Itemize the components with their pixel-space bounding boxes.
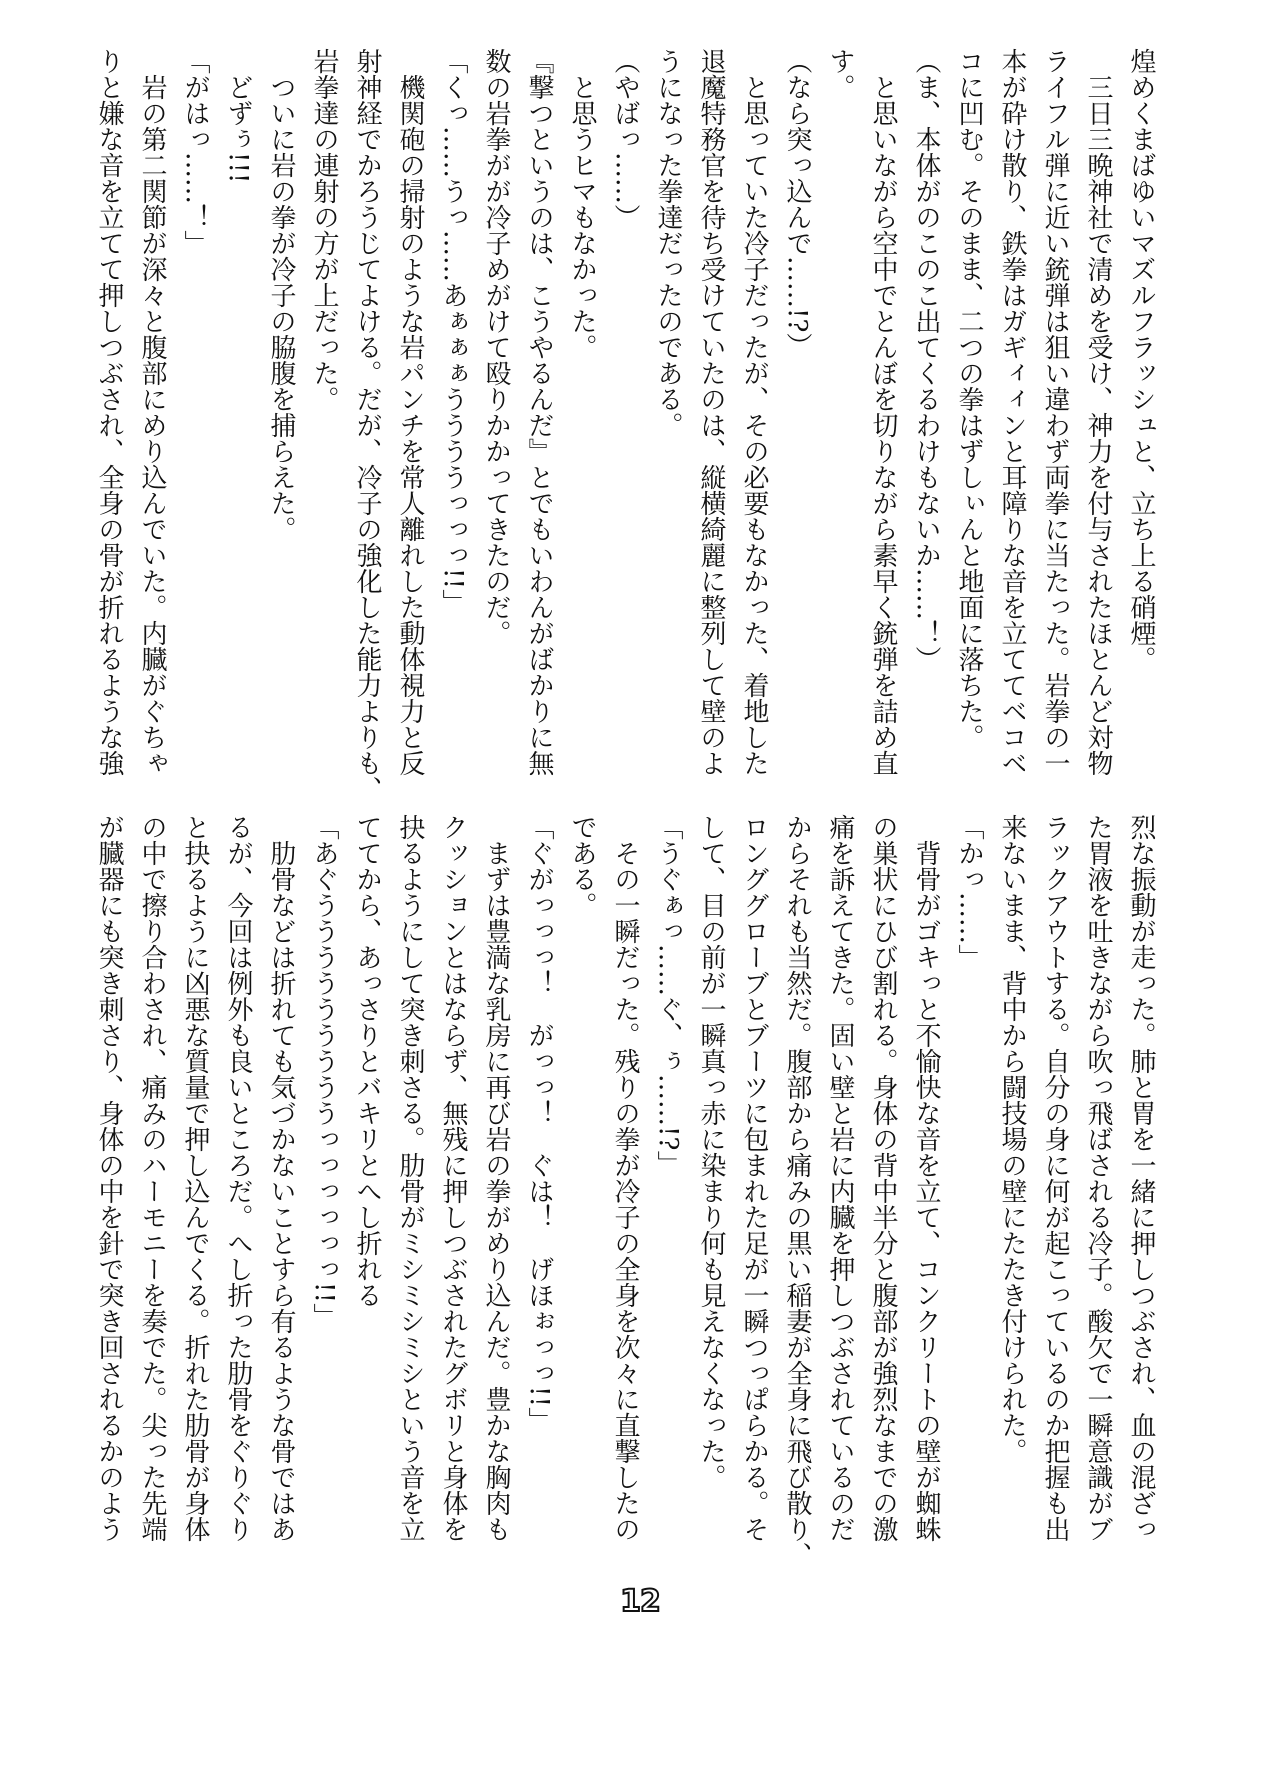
text-column: 「かっ……」: [954, 814, 984, 970]
text-column: どずぅ!!!: [223, 48, 253, 184]
text-column: ロンググローブとブーツに包まれた足が一瞬つっぱらかる。そ: [739, 814, 769, 1542]
text-column: が臓器にも突き刺さり、身体の中を針で突き回されるかのよう: [94, 814, 124, 1542]
text-column: 三日三晩神社で清めを受け、神力を付与されたほとんど対物: [1083, 48, 1113, 776]
text-column: と思うヒマもなかった。: [567, 48, 597, 360]
text-column: クッションとはならず、無残に押しつぶされたグボリと身体を: [438, 814, 468, 1542]
text-column: 肋骨などは折れても気づかないことすら有るような骨ではあ: [266, 814, 296, 1542]
text-column: 本が砕け散り、鉄拳はガギィィンと耳障りな音を立ててベコベ: [997, 48, 1027, 776]
text-column: うになった拳達だったのである。: [653, 48, 683, 438]
text-column: （やばっ……）: [610, 48, 640, 230]
text-column: ついに岩の拳が冷子の脇腹を捕らえた。: [266, 48, 296, 542]
text-column: りと嫌な音を立てて押しつぶされ、全身の骨が折れるような強: [94, 48, 124, 776]
text-column: 「うぐぁっ……ぐ、ぅ……!?」: [653, 814, 683, 1177]
text-column: 岩の第二関節が深々と腹部にめり込んでいた。内臓がぐちゃ: [137, 48, 167, 776]
text-column: である。: [567, 814, 597, 918]
text-column: の巣状にひび割れる。身体の背中半分と腹部が強烈なまでの激: [868, 814, 898, 1542]
text-column: と思っていた冷子だったが、その必要もなかった、着地した: [739, 48, 769, 776]
page-number: 12: [620, 1584, 660, 1619]
text-column: して、目の前が一瞬真っ赤に染まり何も見えなくなった。: [696, 814, 726, 1490]
text-column: 『撃つというのは、こうやるんだ』とでもいわんがばかりに無: [524, 48, 554, 776]
text-column: す。: [825, 48, 855, 100]
text-column: 「あぐうううううううううっっっっっっ!!」: [309, 814, 339, 1329]
text-column: 退魔特務官を待ち受けていたのは、縦横綺麗に整列して壁のよ: [696, 48, 726, 776]
text-column: の中で擦り合わされ、痛みのハーモニーを奏でた。尖った先端: [137, 814, 167, 1542]
text-column: た胃液を吐きながら吹っ飛ばされる冷子。酸欠で一瞬意識がブ: [1083, 814, 1113, 1542]
text-column: ててから、あっさりとバキリとへし折れる: [352, 814, 382, 1308]
lower-text-block: [87, 814, 1162, 1572]
text-column: 痛を訴えてきた。固い壁と岩に内臓を押しつぶされているのだ: [825, 814, 855, 1542]
text-column: 「ぐがっっっ！ がっっ！ ぐは！ げほぉっっ!!」: [524, 814, 554, 1433]
text-column: るが、今回は例外も良いところだ。へし折った肋骨をぐりぐり: [223, 814, 253, 1542]
text-column: 烈な振動が走った。肺と胃を一緒に押しつぶされ、血の混ざっ: [1126, 814, 1156, 1542]
text-column: （なら突っ込んで……!?）: [782, 48, 812, 359]
text-column: 来ないまま、背中から闘技場の壁にたたき付けられた。: [997, 814, 1027, 1464]
text-column: ライフル弾に近い銃弾は狙い違わず両拳に当たった。岩拳の一: [1040, 48, 1070, 776]
text-column: と抉るように凶悪な質量で押し込んでくる。折れた肋骨が身体: [180, 814, 210, 1542]
text-column: と思いながら空中でとんぼを切りながら素早く銃弾を詰め直: [868, 48, 898, 776]
text-column: （ま、本体がのこのこ出てくるわけもないか……！）: [911, 48, 941, 672]
text-column: 煌めくまばゆいマズルフラッシュと、立ち上る硝煙。: [1126, 48, 1156, 672]
text-column: 背骨がゴキっと不愉快な音を立て、コンクリートの壁が蜘蛛: [911, 814, 941, 1542]
text-column: その一瞬だった。残りの拳が冷子の全身を次々に直撃したの: [610, 814, 640, 1542]
text-column: ラックアウトする。自分の身に何が起こっているのか把握も出: [1040, 814, 1070, 1542]
text-column: 抉るようにして突き刺さる。肋骨がミシミシミシという音を立: [395, 814, 425, 1542]
text-column: 数の岩拳がが冷子めがけて殴りかかってきたのだ。: [481, 48, 511, 646]
text-column: 岩拳達の連射の方が上だった。: [309, 48, 339, 412]
text-column: 機関砲の掃射のような岩パンチを常人離れした動体視力と反: [395, 48, 425, 776]
text-column: からそれも当然だ。腹部から痛みの黒い稲妻が全身に飛び散り、: [782, 814, 812, 1568]
text-column: 「くっ……うっ……あぁぁぁううううっっっ!!」: [438, 48, 468, 615]
text-column: コに凹む。そのまま、二つの拳はずしぃんと地面に落ちた。: [954, 48, 984, 750]
text-column: 「がはっ……！」: [180, 48, 210, 256]
text-column: まずは豊満な乳房に再び岩の拳がめり込んだ。豊かな胸肉も: [481, 814, 511, 1542]
upper-text-block: [87, 48, 1162, 806]
text-column: 射神経でかろうじてよける。だが、冷子の強化した能力よりも、: [352, 48, 382, 802]
